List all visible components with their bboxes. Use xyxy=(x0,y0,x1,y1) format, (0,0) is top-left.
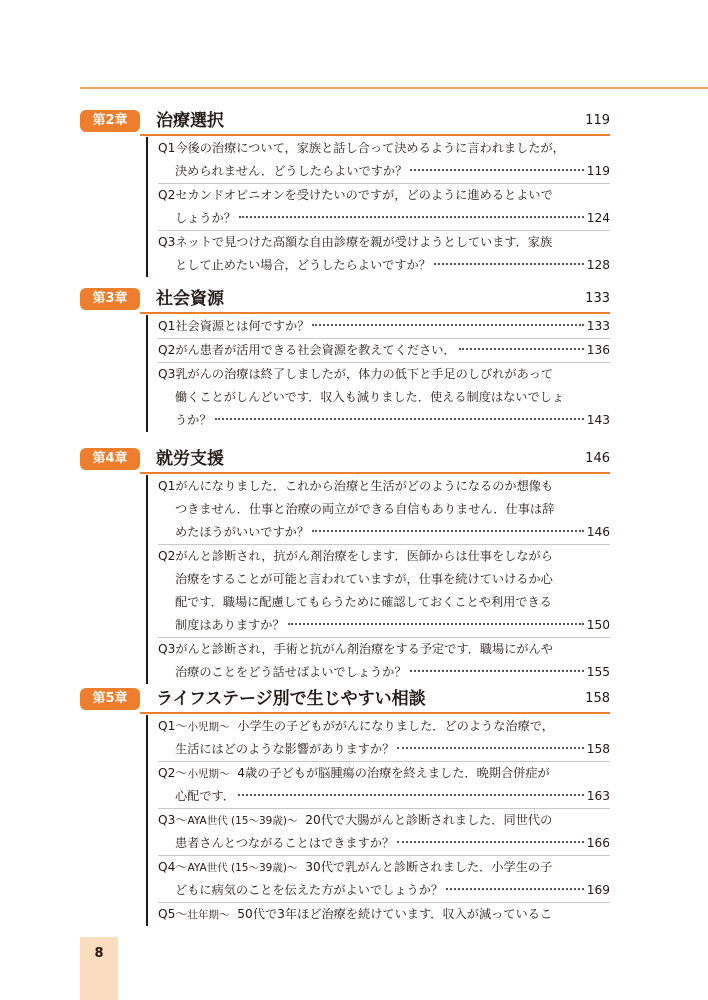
question-number: Q5～ xyxy=(158,907,188,921)
entry-text: Q1今後の治療について，家族と話し合って決めるように言われましたが， xyxy=(158,141,565,155)
entry-text: 小学生の子どもががんになりました．どのような治療で， xyxy=(237,719,554,733)
entry-text: Q2セカンドオピニオンを受けたいのですが，どのように進めるとよいで xyxy=(158,188,553,202)
toc-entry[interactable] xyxy=(158,137,610,183)
entry-text: として止めたい場合，どうしたらよいですか？ xyxy=(175,258,431,272)
entry-leader-line xyxy=(158,661,610,684)
entry-line xyxy=(158,762,610,785)
entry-text: 心配です． xyxy=(175,789,235,803)
entry-line xyxy=(158,903,610,926)
question-number: Q4～ xyxy=(158,860,188,874)
leader-dots xyxy=(312,530,584,532)
chapter-header xyxy=(80,686,610,712)
life-stage-label: 壮年期～ xyxy=(187,909,230,921)
chapter-page-number: 119 xyxy=(585,113,610,128)
leader-dots xyxy=(215,418,584,420)
leader-dots xyxy=(410,169,583,171)
top-rule xyxy=(80,87,708,89)
chapter-5 xyxy=(80,686,610,926)
entry-text: Q3ネットで見つけた高額な自由診療を親が受けようとしています．家族 xyxy=(158,235,553,249)
leader-dots xyxy=(397,747,583,749)
chapter-2 xyxy=(80,108,610,277)
entry-leader-line xyxy=(158,160,610,183)
chapter-title: ライフステージ別で生じやすい相談 xyxy=(156,689,426,709)
entry-line xyxy=(158,856,610,879)
chapter-rule xyxy=(140,472,610,474)
toc-entry[interactable] xyxy=(158,475,610,544)
entry-leader-line xyxy=(158,409,610,432)
entry-line xyxy=(158,568,610,591)
entry-page-number: 169 xyxy=(586,883,610,897)
leader-dots xyxy=(312,324,583,326)
entry-line xyxy=(158,545,610,568)
leader-dots xyxy=(238,794,584,796)
entry-text: 生活にはどのような影響がありますか？ xyxy=(175,742,395,756)
life-stage-label: 小児期～ xyxy=(187,721,230,733)
entry-page-number: 128 xyxy=(586,258,610,272)
entry-leader-line xyxy=(158,785,610,808)
entry-text: Q3乳がんの治療は終了しましたが，体力の低下と手足のしびれがあって xyxy=(158,367,554,381)
entry-text: うか？ xyxy=(175,413,212,427)
entry-page-number: 124 xyxy=(586,211,610,225)
page-number: 8 xyxy=(80,937,118,1000)
toc-entry[interactable] xyxy=(158,338,610,362)
entry-text: 治療をすることが可能と言われていますが，仕事を続けていけるか心 xyxy=(175,572,553,586)
entry-line xyxy=(158,498,610,521)
question-list xyxy=(146,715,610,926)
chapter-badge: 第5章 xyxy=(80,688,140,710)
entry-page-number: 133 xyxy=(586,319,610,333)
life-stage-label: 小児期～ xyxy=(187,768,230,780)
entry-page-number: 158 xyxy=(586,742,610,756)
entry-text: めたほうがいいですか？ xyxy=(175,525,310,539)
entry-line xyxy=(158,363,610,386)
chapter-rule xyxy=(140,712,610,714)
question-list xyxy=(146,137,610,277)
chapter-header xyxy=(80,446,610,472)
question-number: Q1～ xyxy=(158,719,188,733)
chapter-title: 治療選択 xyxy=(156,111,224,131)
leader-dots xyxy=(434,263,584,265)
entry-leader-line xyxy=(158,254,610,277)
entry-text: 決められません．どうしたらよいですか？ xyxy=(175,164,408,178)
entry-line xyxy=(158,231,610,254)
entry-text: 治療のことをどう話せばよいでしょうか？ xyxy=(175,665,407,679)
entry-line xyxy=(158,386,610,409)
entry-text: 働くことがしんどいです．収入も減りました．使える制度はないでしょ xyxy=(175,390,565,404)
entry-text: 20代で大腸がんと診断されました．同世代の xyxy=(305,813,553,827)
chapter-page-number: 158 xyxy=(585,691,610,706)
entry-line xyxy=(158,591,610,614)
entry-text: Q2がんと診断され，抗がん剤治療をします．医師からは仕事をしながら xyxy=(158,549,553,563)
toc-entry[interactable] xyxy=(158,315,610,338)
chapter-page-number: 146 xyxy=(585,451,610,466)
entry-line xyxy=(158,809,610,832)
entry-line xyxy=(158,137,610,160)
entry-line xyxy=(158,638,610,661)
entry-page-number: 166 xyxy=(586,836,610,850)
entry-page-number: 119 xyxy=(586,164,610,178)
leader-dots xyxy=(446,888,584,890)
question-number: Q3～ xyxy=(158,813,188,827)
entry-leader-line xyxy=(158,738,610,761)
question-list xyxy=(146,475,610,684)
leader-dots xyxy=(397,841,584,843)
entry-text: Q1がんになりました．これから治療と生活がどのようになるのか想像も xyxy=(158,479,554,493)
toc-entry[interactable] xyxy=(158,637,610,684)
entry-page-number: 136 xyxy=(586,343,610,357)
entry-page-number: 143 xyxy=(586,413,610,427)
leader-dots xyxy=(459,348,584,350)
leader-dots xyxy=(288,623,584,625)
entry-text: 制度はありますか？ xyxy=(175,618,285,632)
toc-entry[interactable] xyxy=(158,761,610,808)
entry-line xyxy=(158,184,610,207)
chapter-4 xyxy=(80,446,610,684)
toc-entry[interactable] xyxy=(158,183,610,230)
entry-text: Q1社会資源とは何ですか？ xyxy=(158,319,310,333)
chapter-badge: 第2章 xyxy=(80,110,140,132)
toc-entry[interactable] xyxy=(158,715,610,761)
entry-text: 4歳の子どもが脳腫瘍の治療を終えました．晩期合併症が xyxy=(237,766,550,780)
entry-text: どもに病気のことを伝えた方がよいでしょうか？ xyxy=(175,883,444,897)
entry-page-number: 150 xyxy=(586,618,610,632)
life-stage-label: AYA世代 (15～39歳)～ xyxy=(187,815,298,827)
entry-line xyxy=(158,475,610,498)
chapter-title: 社会資源 xyxy=(156,289,224,309)
question-number: Q2～ xyxy=(158,766,188,780)
leader-dots xyxy=(239,216,584,218)
chapter-title: 就労支援 xyxy=(156,449,224,469)
entry-page-number: 146 xyxy=(586,525,610,539)
entry-text: 配です．職場に配慮してもらうために確認しておくことや利用できる xyxy=(175,595,552,609)
chapter-badge: 第3章 xyxy=(80,288,140,310)
leader-dots xyxy=(410,670,584,672)
chapter-header xyxy=(80,286,610,312)
entry-leader-line xyxy=(158,521,610,544)
entry-text: Q3がんと診断され，手術と抗がん剤治療をする予定です．職場にがんや xyxy=(158,642,553,656)
entry-line xyxy=(158,715,610,738)
toc-entry[interactable] xyxy=(158,855,610,902)
life-stage-label: AYA世代 (15～39歳)～ xyxy=(187,862,298,874)
toc-entry[interactable] xyxy=(158,808,610,855)
toc-entry[interactable] xyxy=(158,230,610,277)
toc-entry[interactable] xyxy=(158,362,610,432)
entry-text: Q2がん患者が活用できる社会資源を教えてください． xyxy=(158,343,456,357)
entry-page-number: 155 xyxy=(586,665,610,679)
entry-leader-line xyxy=(158,315,610,338)
chapter-badge: 第4章 xyxy=(80,448,140,470)
entry-text: しょうか？ xyxy=(175,211,236,225)
toc-entry[interactable] xyxy=(158,902,610,926)
chapter-rule xyxy=(140,312,610,314)
chapter-header xyxy=(80,108,610,134)
entry-leader-line xyxy=(158,879,610,902)
entry-text: 50代で3年ほど治療を続けています．収入が減っているこ xyxy=(237,907,553,921)
entry-text: 30代で乳がんと診断されました．小学生の子 xyxy=(305,860,553,874)
question-list xyxy=(146,315,610,432)
entry-text: つきません．仕事と治療の両立ができる自信もありません．仕事は辞 xyxy=(175,502,555,516)
chapter-page-number: 133 xyxy=(585,291,610,306)
toc-entry[interactable] xyxy=(158,544,610,637)
chapter-3 xyxy=(80,286,610,432)
entry-page-number: 163 xyxy=(586,789,610,803)
entry-text: 患者さんとつながることはできますか？ xyxy=(175,836,395,850)
entry-leader-line xyxy=(158,832,610,855)
entry-leader-line xyxy=(158,339,610,362)
entry-leader-line xyxy=(158,614,610,637)
entry-leader-line xyxy=(158,207,610,230)
chapter-rule xyxy=(140,134,610,136)
